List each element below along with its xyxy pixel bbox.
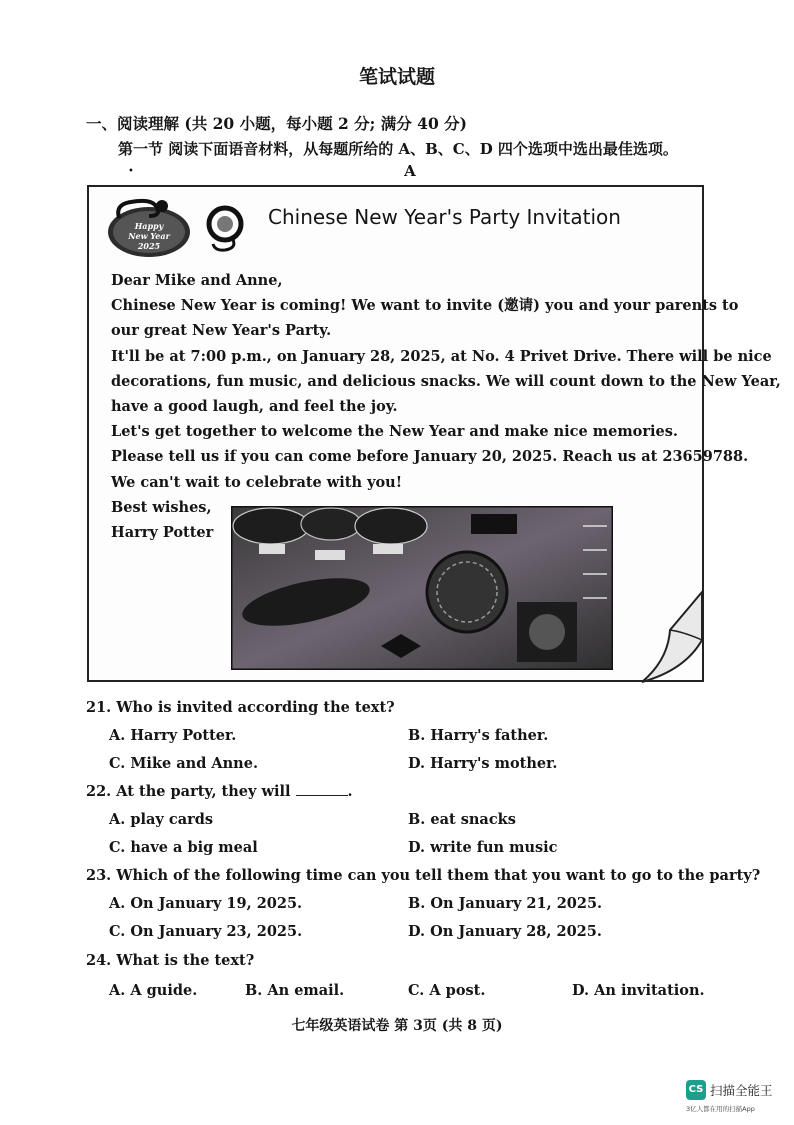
option-21-a[interactable]: A. Harry Potter. <box>109 727 237 744</box>
letter-signature: Harry Potter <box>111 523 214 541</box>
page-curl-graphic <box>640 590 710 685</box>
camscanner-tagline: 3亿人都在用的扫描App <box>686 1105 755 1113</box>
svg-text:New Year: New Year <box>128 231 170 241</box>
option-23-a[interactable]: A. On January 19, 2025. <box>109 895 303 912</box>
new-year-logo-icon <box>105 196 255 262</box>
section-heading: 一、阅读理解 (共 20 小题，每小题 2 分; 满分 40 分) <box>86 114 467 133</box>
camscanner-name: 扫描全能王 <box>710 1083 773 1098</box>
option-21-b[interactable]: B. Harry's father. <box>408 727 549 744</box>
option-22-c[interactable]: C. have a big meal <box>109 839 258 856</box>
letter-line: decorations, fun music, and delicious snacks. We will count down to the New Year, <box>111 372 781 390</box>
lanterns-photo <box>231 506 613 670</box>
part-label: A <box>404 162 416 180</box>
option-24-a[interactable]: A. A guide. <box>109 982 198 999</box>
letter-line: have a good laugh, and feel the joy. <box>111 397 398 415</box>
option-22-d[interactable]: D. write fun music <box>408 839 558 856</box>
option-22-a[interactable]: A. play cards <box>109 811 214 828</box>
option-21-c[interactable]: C. Mike and Anne. <box>109 755 258 772</box>
svg-text:Happy: Happy <box>134 221 164 231</box>
option-24-b[interactable]: B. An email. <box>245 982 345 999</box>
letter-closing: Best wishes, <box>111 498 212 516</box>
letter-line: Let's get together to welcome the New Year and make nice memories. <box>111 423 678 441</box>
question-24: 24. What is the text? <box>86 952 255 969</box>
invitation-letter <box>111 268 781 545</box>
letter-line: We can't wait to celebrate with you! <box>111 473 403 491</box>
question-22-stem: 22. At the party, they will <box>86 783 296 800</box>
option-21-d[interactable]: D. Harry's mother. <box>408 755 558 772</box>
page-title: 笔试试题 <box>358 66 435 88</box>
option-23-c[interactable]: C. On January 23, 2025. <box>109 923 303 940</box>
letter-line: Dear Mike and Anne, <box>111 272 283 289</box>
option-24-d[interactable]: D. An invitation. <box>572 982 705 999</box>
page-footer: 七年级英语试卷 第 3页 (共 8 页) <box>291 1018 503 1034</box>
question-22-end: . <box>347 783 353 800</box>
option-23-d[interactable]: D. On January 28, 2025. <box>408 923 602 940</box>
letter-line: Chinese New Year is coming! We want to invite (邀请) you and your parents to <box>111 297 739 315</box>
option-24-c[interactable]: C. A post. <box>408 982 486 999</box>
svg-text:2025: 2025 <box>137 241 161 251</box>
question-22 <box>86 783 353 800</box>
scan-speck: • <box>128 166 134 177</box>
letter-line: our great New Year's Party. <box>111 322 332 340</box>
answer-blank <box>296 783 348 796</box>
invitation-title: Chinese New Year's Party Invitation <box>268 205 621 229</box>
question-23: 23. Which of the following time can you tell them that you want to go to the party? <box>86 867 761 884</box>
camscanner-logo-icon: CS <box>686 1080 706 1100</box>
section-instruction: 第一节 阅读下面语音材料，从每题所给的 A、B、C、D 四个选项中选出最佳选项。 <box>118 140 678 158</box>
option-22-b[interactable]: B. eat snacks <box>408 811 516 828</box>
question-21: 21. Who is invited according the text? <box>86 699 395 716</box>
letter-line: Please tell us if you can come before January 20, 2025. Reach us at 23659788. <box>111 448 749 466</box>
option-23-b[interactable]: B. On January 21, 2025. <box>408 895 603 912</box>
letter-line: It'll be at 7:00 p.m., on January 28, 2025, at No. 4 Privet Drive. There will be nice <box>111 347 772 365</box>
